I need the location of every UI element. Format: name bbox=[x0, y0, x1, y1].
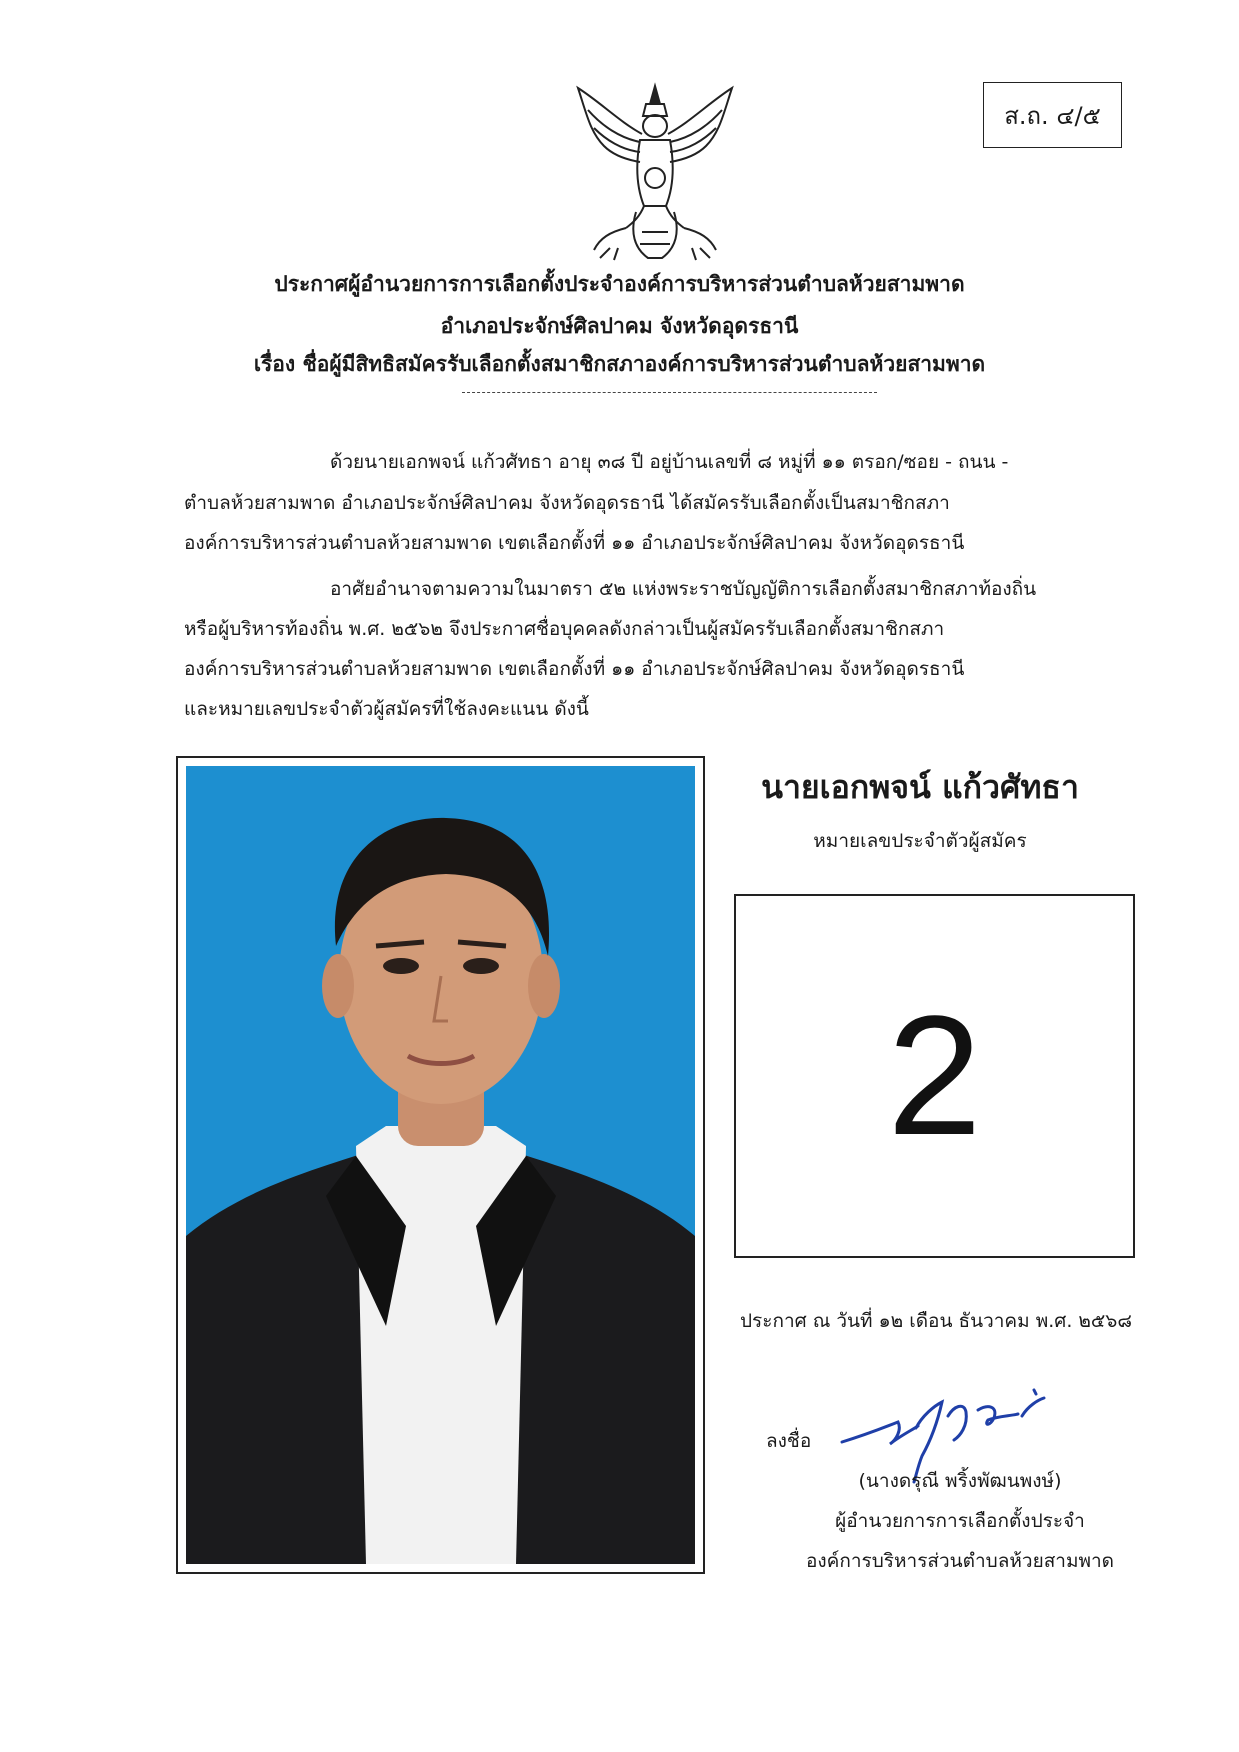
signer-role: ผู้อำนวยการการเลือกตั้งประจำ bbox=[835, 1510, 1085, 1532]
form-code: ส.ถ. ๔/๕ bbox=[1004, 101, 1101, 130]
signer-name: (นางดรุณี พริ้งพัฒนพงษ์) bbox=[858, 1470, 1062, 1492]
paragraph-1-line: ตำบลห้วยสามพาด อำเภอประจักษ์ศิลปาคม จังหวัดอุดรธานี ได้สมัครรับเลือกตั้งเป็นสมาชิกสภา bbox=[184, 492, 950, 514]
sign-label: ลงชื่อ bbox=[766, 1430, 812, 1452]
divider bbox=[462, 392, 877, 393]
candidate-number-label: หมายเลขประจำตัวผู้สมัคร bbox=[813, 830, 1027, 852]
candidate-number: 2 bbox=[887, 981, 982, 1171]
paragraph-1-line: ด้วยนายเอกพจน์ แก้วศัทธา อายุ ๓๘ ปี อยู่บ้านเลขที่ ๘ หมู่ที่ ๑๑ ตรอก/ซอย - ถนน - bbox=[330, 451, 1009, 473]
paragraph-2-line: อาศัยอำนาจตามความในมาตรา ๕๒ แห่งพระราชบัญญัติการเลือกตั้งสมาชิกสภาท้องถิ่น bbox=[330, 578, 1037, 600]
form-code-box bbox=[983, 82, 1122, 148]
candidate-number-box bbox=[734, 894, 1135, 1258]
paragraph-2-line: องค์การบริหารส่วนตำบลห้วยสามพาด เขตเลือกตั้งที่ ๑๑ อำเภอประจักษ์ศิลปาคม จังหวัดอุดรธานี bbox=[184, 658, 965, 680]
paragraph-1-line: องค์การบริหารส่วนตำบลห้วยสามพาด เขตเลือกตั้งที่ ๑๑ อำเภอประจักษ์ศิลปาคม จังหวัดอุดรธานี bbox=[184, 532, 965, 554]
paragraph-2-line: หรือผู้บริหารท้องถิ่น พ.ศ. ๒๕๖๒ จึงประกาศชื่อบุคคลดังกล่าวเป็นผู้สมัครรับเลือกตั้งสมาชิกสภา bbox=[184, 618, 945, 640]
announcement-subject: เรื่อง ชื่อผู้มีสิทธิสมัครรับเลือกตั้งสมาชิกสภาองค์การบริหารส่วนตำบลห้วยสามพาด bbox=[253, 352, 986, 376]
candidate-photo-frame bbox=[176, 756, 705, 1574]
candidate-name: นายเอกพจน์ แก้วศัทธา bbox=[761, 768, 1079, 806]
announcement-title: ประกาศผู้อำนวยการการเลือกตั้งประจำองค์การบริหารส่วนตำบลห้วยสามพาด bbox=[274, 272, 965, 296]
announcement-location: อำเภอประจักษ์ศิลปาคม จังหวัดอุดรธานี bbox=[440, 314, 799, 338]
candidate-photo bbox=[186, 766, 695, 1564]
signer-organization: องค์การบริหารส่วนตำบลห้วยสามพาด bbox=[805, 1550, 1115, 1572]
announcement-date: ประกาศ ณ วันที่ ๑๒ เดือน ธันวาคม พ.ศ. ๒๕๖๘ bbox=[739, 1310, 1133, 1332]
paragraph-2-line: และหมายเลขประจำตัวผู้สมัครที่ใช้ลงคะแนน ดังนี้ bbox=[184, 698, 589, 720]
garuda-emblem-icon bbox=[570, 82, 740, 264]
